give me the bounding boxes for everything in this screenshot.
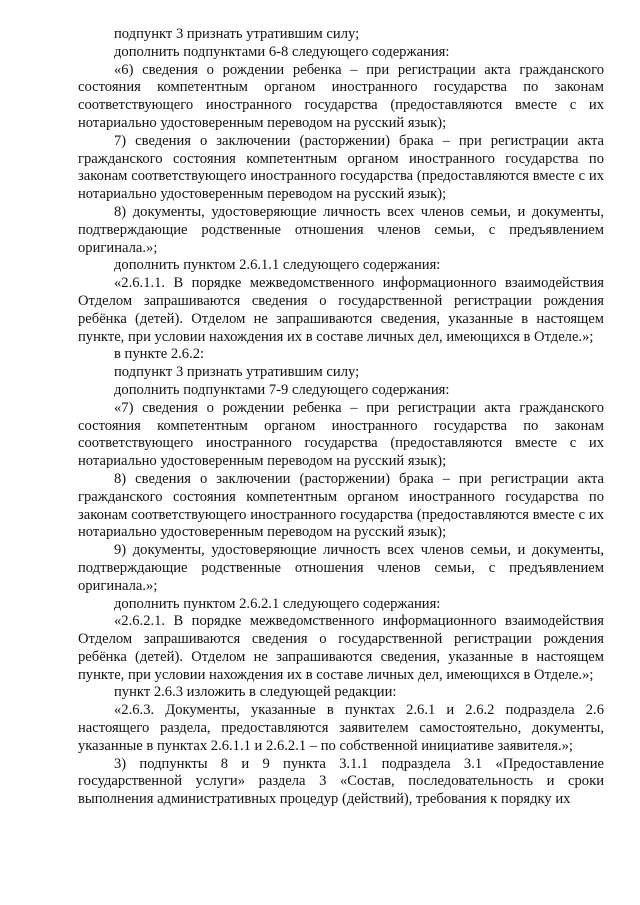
paragraph-2: дополнить подпунктами 6-8 следующего содержания: — [114, 43, 450, 60]
paragraph-4: 7) сведения о заключении (расторжении) брака – при регистрации акта гражданского состояния компетентным органом иностранного государства по законам соответствующего иностранного государства (предоставляются вместе с их нотариально удостоверенным переводом на русский язык); — [78, 132, 604, 203]
paragraph-18: 3) подпункты 8 и 9 пункта 3.1.1 подраздела 3.1 «Предоставление государственной услуги» раздела 3 «Состав, последовательность и сроки выполнения административных процедур (действий), требования к порядку их — [78, 755, 604, 808]
paragraph-5: 8) документы, удостоверяющие личность всех членов семьи, и документы, подтверждающие родственные отношения членов семьи, с предъявлением оригинала.»; — [78, 203, 604, 256]
paragraph-14: дополнить пунктом 2.6.2.1 следующего содержания: — [114, 595, 441, 612]
paragraph-13: 9) документы, удостоверяющие личность всех членов семьи, и документы, подтверждающие родственные отношения членов семьи, с предъявлением оригинала.»; — [78, 542, 604, 594]
paragraph-3: «6) сведения о рождении ребенка – при регистрации акта гражданского состояния компетентным органом иностранного государства по законам соответствующего иностранного государства (предоставляются вместе с их нотариально удостоверенным переводом на русский язык); — [78, 61, 604, 131]
paragraph-8: в пункте 2.6.2: — [114, 346, 205, 363]
paragraph-15: «2.6.2.1. В порядке межведомственного информационного взаимодействия Отделом запрашиваются сведения о государственной регистрации рождения ребёнка (детей). Отделом не запрашиваются сведения, указанные в настоящем пункте, при условии нахождения их в составе личных дел, имеющихся в Отделе.»; — [78, 613, 604, 683]
document-page — [78, 26, 604, 809]
paragraph-7: «2.6.1.1. В порядке межведомственного информационного взаимодействия Отделом запрашиваются сведения о государственной регистрации рождения ребёнка (детей). Отделом не запрашиваются сведения, указанные в настоящем пункте, при условии нахождения их в составе личных дел, имеющихся в Отделе.»; — [78, 275, 604, 345]
paragraph-11: «7) сведения о рождении ребенка – при регистрации акта гражданского состояния компетентным органом иностранного государства по законам соответствующего иностранного государства (предоставляются вместе с их нотариально удостоверенным переводом на русский язык); — [78, 399, 604, 470]
paragraph-1: подпункт 3 признать утратившим силу; — [114, 26, 360, 42]
paragraph-6: дополнить пунктом 2.6.1.1 следующего содержания: — [114, 257, 441, 274]
paragraph-10: дополнить подпунктами 7-9 следующего содержания: — [114, 381, 450, 398]
paragraph-9: подпункт 3 признать утратившим силу; — [114, 364, 360, 381]
paragraph-16: пункт 2.6.3 изложить в следующей редакции: — [114, 684, 397, 701]
paragraph-17: «2.6.3. Документы, указанные в пунктах 2.6.1 и 2.6.2 подраздела 2.6 настоящего раздела, предоставляются заявителем самостоятельно, документы, указанные в пунктах 2.6.1.1 и 2.6.2.1 – по собственной инициативе заявителя.»; — [78, 702, 604, 754]
paragraph-12: 8) сведения о заключении (расторжении) брака – при регистрации акта гражданского состояния компетентным органом иностранного государства по законам соответствующего иностранного государства (предоставляются вместе с их нотариально удостоверенным переводом на русский язык); — [78, 470, 604, 541]
